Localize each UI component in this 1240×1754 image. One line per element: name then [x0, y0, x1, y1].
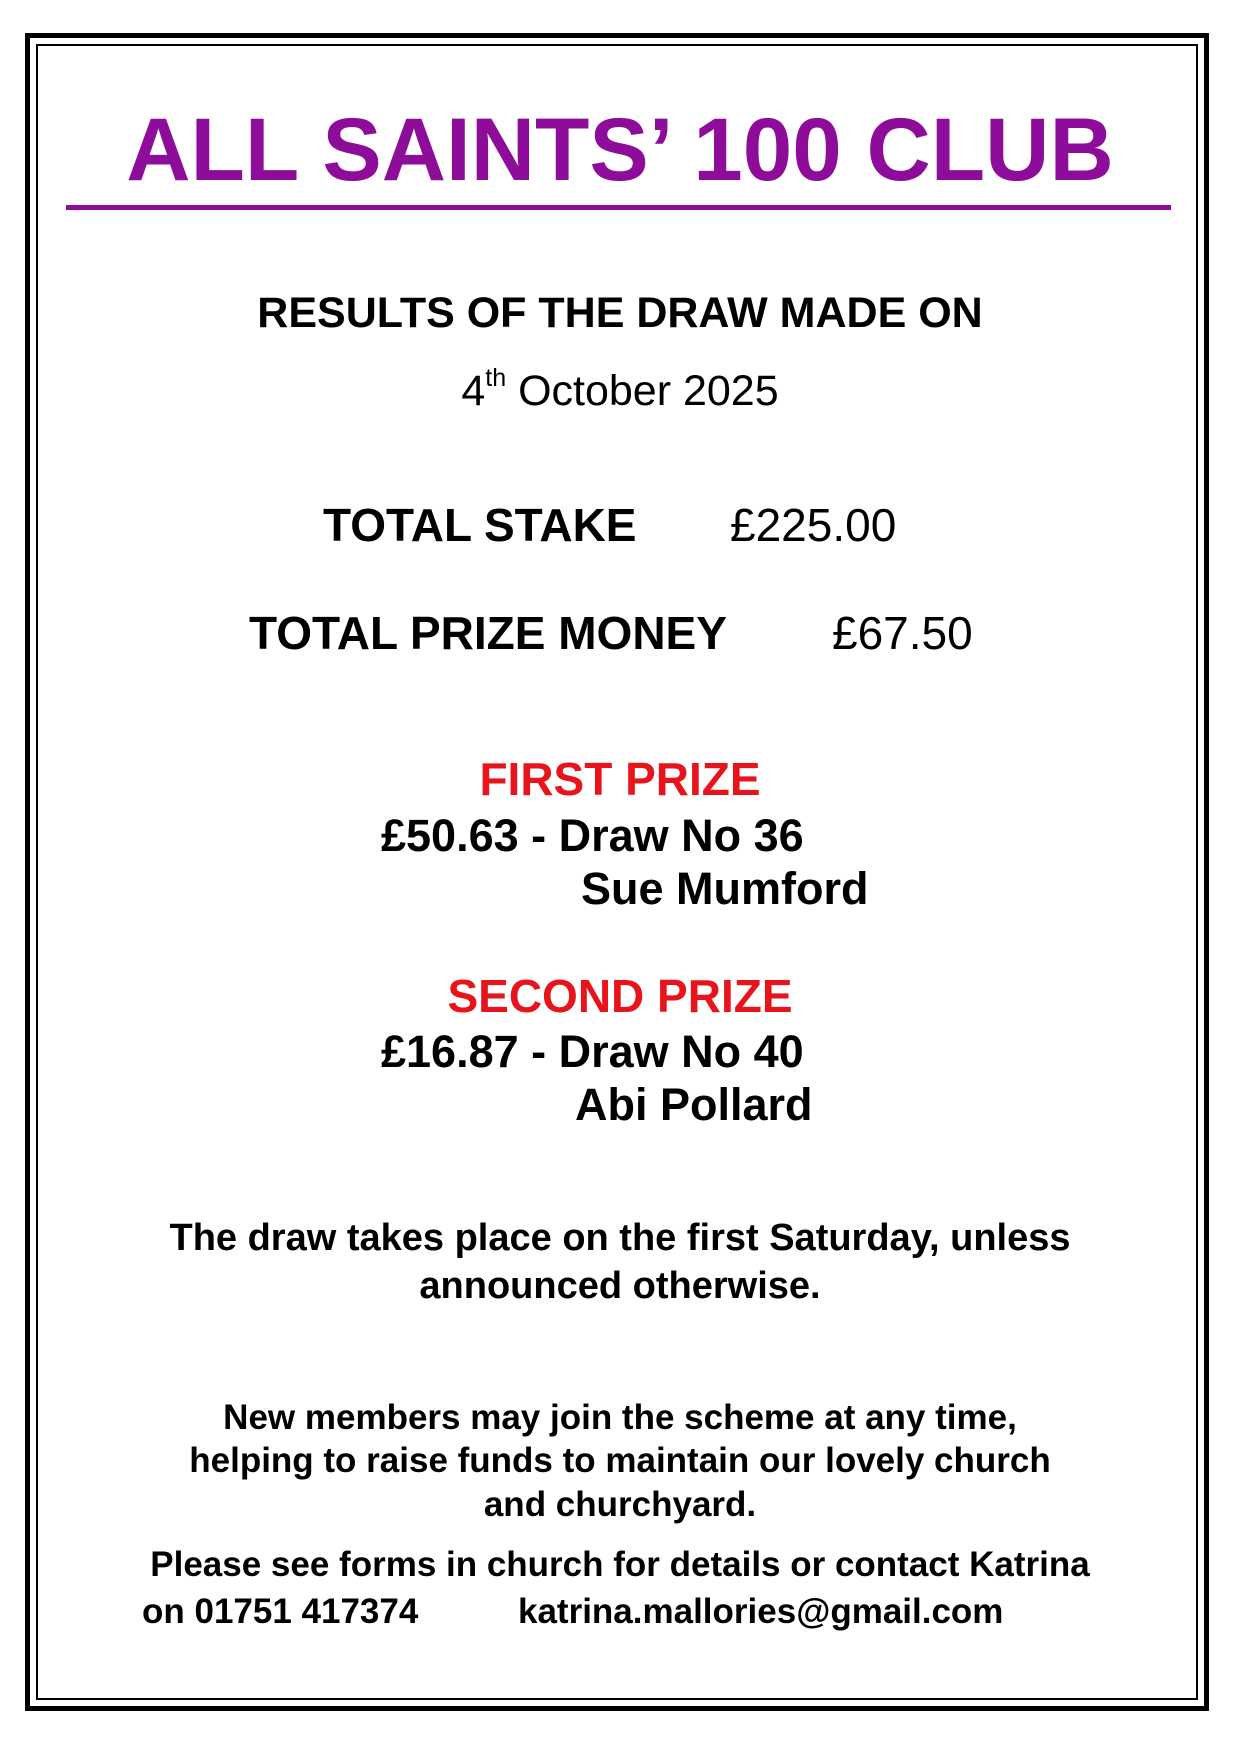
- second-prize-winner: Abi Pollard: [575, 1079, 813, 1130]
- total-prize-money-value: £67.50: [832, 607, 973, 659]
- draw-date-rest: October 2025: [506, 367, 779, 415]
- contact-phone: on 01751 417374: [142, 1592, 419, 1631]
- title-underline: [66, 205, 1171, 210]
- first-prize-line: £50.63 - Draw No 36: [381, 810, 804, 861]
- contact-line-1: Please see forms in church for details or contact Katrina: [150, 1545, 1090, 1584]
- draw-date-day: 4: [461, 367, 486, 415]
- results-heading: RESULTS OF THE DRAW MADE ON: [257, 289, 983, 337]
- first-prize-winner: Sue Mumford: [581, 863, 869, 914]
- total-stake-value: £225.00: [730, 499, 897, 551]
- draw-note-line-1: The draw takes place on the first Saturday, unless: [169, 1217, 1071, 1259]
- draw-date: [0, 364, 1240, 415]
- first-prize-title: FIRST PRIZE: [479, 753, 761, 805]
- contact-email: katrina.mallories@gmail.com: [518, 1592, 1004, 1631]
- membership-note-line-3: and churchyard.: [483, 1485, 757, 1524]
- second-prize-title: SECOND PRIZE: [447, 970, 793, 1022]
- total-stake-label: TOTAL STAKE: [323, 499, 637, 551]
- total-prize-money-label: TOTAL PRIZE MONEY: [249, 607, 727, 659]
- page-title: ALL SAINTS’ 100 CLUB: [126, 99, 1114, 199]
- draw-date-suffix: th: [485, 364, 507, 392]
- membership-note-line-2: helping to raise funds to maintain our lovely church: [189, 1441, 1051, 1480]
- second-prize-line: £16.87 - Draw No 40: [381, 1026, 804, 1077]
- draw-note-line-2: announced otherwise.: [419, 1265, 821, 1307]
- membership-note-line-1: New members may join the scheme at any time,: [223, 1398, 1017, 1437]
